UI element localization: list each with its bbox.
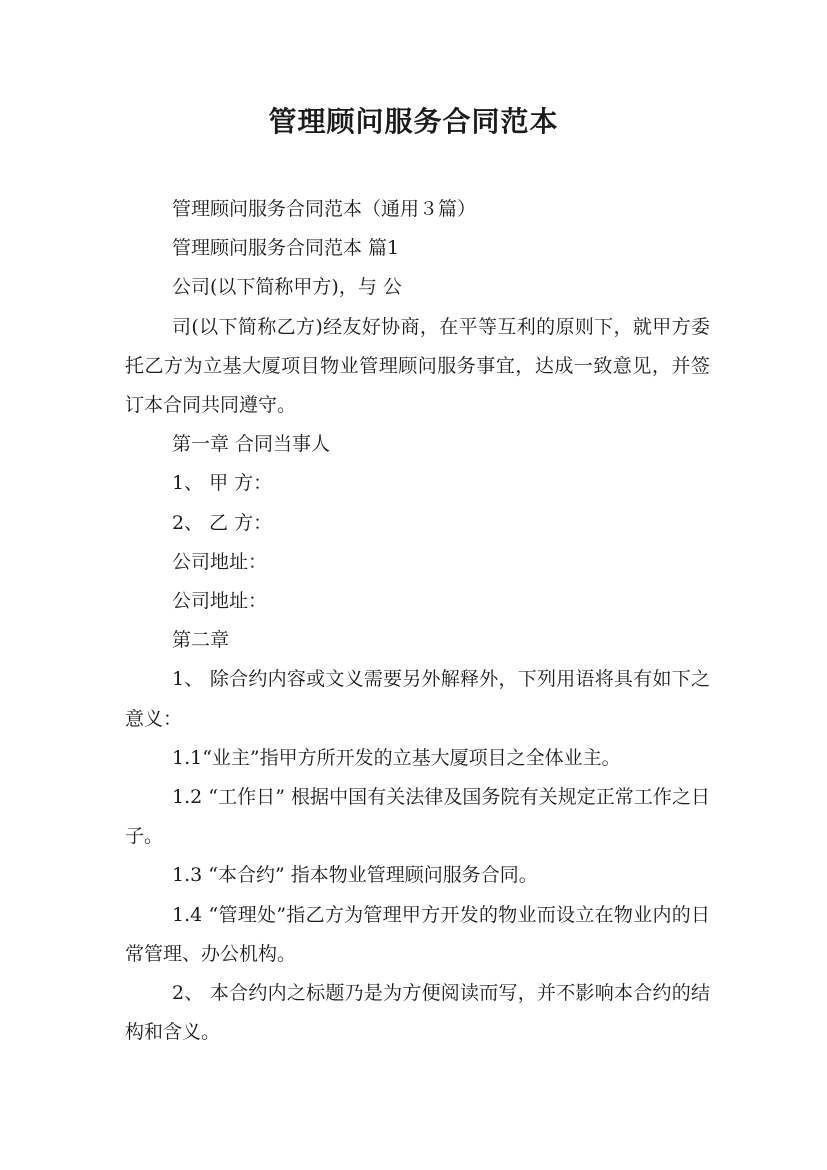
- party-b-line: 2、 乙 方：: [172, 511, 273, 534]
- document-body: [125, 190, 717, 1052]
- clause: 2、 本合约内之标题乃是为方便阅读而写，并不影响本合约的结构和含义。: [125, 982, 710, 1044]
- clause: 1.1“业主”指甲方所开发的立基大厦项目之全体业主。: [172, 746, 621, 769]
- party-a-line: 1、 甲 方：: [172, 472, 273, 495]
- subtitle-line: 管理顾问服务合同范本（通用３篇）: [172, 198, 477, 220]
- chapter-heading: 第一章 合同当事人: [172, 433, 331, 456]
- clause: 1.3 “本合约” 指本物业管理顾问服务合同。: [172, 864, 538, 887]
- clause: 1.2 “工作日” 根据中国有关法律及国务院有关规定正常工作之日 子。: [125, 786, 717, 848]
- section-heading: 管理顾问服务合同范本 篇1: [172, 237, 400, 260]
- chapter-heading: 第二章: [172, 629, 230, 652]
- clause: 1、 除合约内容或文义需要另外解释外，下列用语将具有如下之意义：: [125, 668, 710, 730]
- company-address-line: 公司地址：: [172, 590, 268, 613]
- company-address-line: 公司地址：: [172, 550, 268, 573]
- paragraph: 公司(以下简称甲方)，与 公: [172, 276, 402, 299]
- paragraph: 司(以下简称乙方)经友好协商，在平等互利的原则下，就甲方委托乙方为立基大厦项目物业管理顾问服务事宜，达成一致意见，并签订本合同共同遵守。: [125, 315, 710, 417]
- clause: 1.4 “管理处”指乙方为管理甲方开发的物业而设立在物业内的日常管理、办公机构。: [125, 903, 710, 965]
- document-title: 管理顾问服务合同范本: [268, 105, 559, 138]
